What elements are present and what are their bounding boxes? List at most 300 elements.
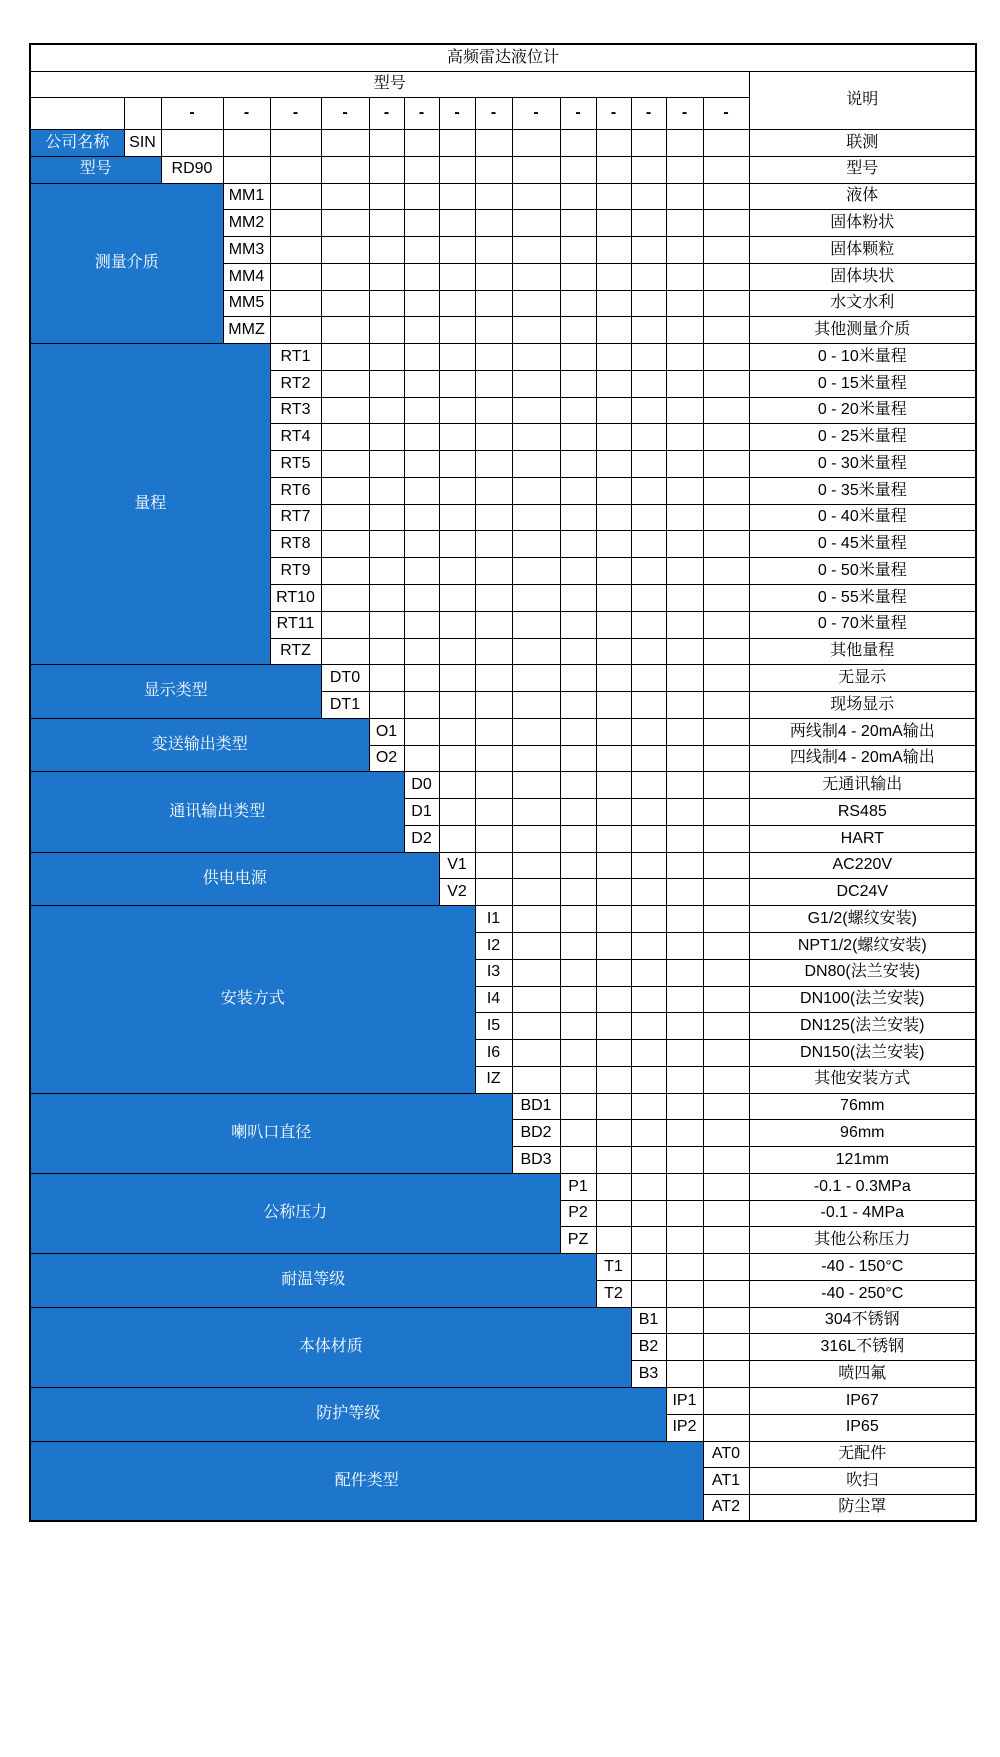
empty-cell: [703, 906, 749, 933]
empty-cell: [404, 397, 439, 424]
table-row: [30, 1093, 976, 1120]
description-cell: 其他公称压力: [749, 1227, 976, 1254]
empty-cell: [560, 611, 596, 638]
description-cell: 无通讯输出: [749, 772, 976, 799]
code-cell: I1: [475, 906, 512, 933]
empty-cell: [404, 370, 439, 397]
empty-cell: [512, 370, 560, 397]
description-cell: 121mm: [749, 1147, 976, 1174]
empty-cell: [596, 317, 631, 344]
empty-cell: [703, 263, 749, 290]
empty-cell: [512, 718, 560, 745]
code-cell: DT0: [321, 665, 369, 692]
empty-cell: [560, 558, 596, 585]
empty-cell: [631, 451, 666, 478]
empty-cell: [596, 611, 631, 638]
empty-cell: [512, 344, 560, 371]
code-cell: SIN: [124, 130, 161, 157]
empty-cell: [596, 1147, 631, 1174]
empty-cell: [666, 585, 703, 612]
empty-cell: [596, 692, 631, 719]
code-cell: RT3: [270, 397, 321, 424]
empty-cell: [404, 290, 439, 317]
empty-cell: [666, 1173, 703, 1200]
description-cell: 吹扫: [749, 1468, 976, 1495]
category-cell: 本体材质: [30, 1307, 631, 1387]
empty-cell: [124, 98, 161, 130]
empty-cell: [512, 585, 560, 612]
empty-cell: [270, 290, 321, 317]
empty-cell: [321, 585, 369, 612]
code-cell: T2: [596, 1280, 631, 1307]
empty-cell: [666, 932, 703, 959]
description-cell: 0 - 25米量程: [749, 424, 976, 451]
description-cell: 固体粉状: [749, 210, 976, 237]
empty-cell: [404, 130, 439, 157]
empty-cell: [512, 1040, 560, 1067]
code-cell: I4: [475, 986, 512, 1013]
code-cell: RT6: [270, 477, 321, 504]
empty-cell: [666, 879, 703, 906]
empty-cell: [631, 397, 666, 424]
code-cell: IZ: [475, 1066, 512, 1093]
empty-cell: [703, 585, 749, 612]
empty-cell: [512, 772, 560, 799]
empty-cell: [666, 344, 703, 371]
empty-cell: [475, 558, 512, 585]
category-cell: 变送输出类型: [30, 718, 369, 772]
empty-cell: [703, 1173, 749, 1200]
empty-cell: [439, 130, 475, 157]
empty-cell: [631, 585, 666, 612]
empty-cell: [512, 959, 560, 986]
code-cell: IP2: [666, 1414, 703, 1441]
category-cell: 显示类型: [30, 665, 321, 719]
empty-cell: [270, 130, 321, 157]
code-cell: RTZ: [270, 638, 321, 665]
empty-cell: [512, 477, 560, 504]
empty-cell: [321, 344, 369, 371]
description-cell: -0.1 - 0.3MPa: [749, 1173, 976, 1200]
empty-cell: [560, 772, 596, 799]
description-cell: 0 - 20米量程: [749, 397, 976, 424]
code-cell: AT2: [703, 1495, 749, 1522]
empty-cell: [631, 611, 666, 638]
empty-cell: [439, 745, 475, 772]
empty-cell: [512, 237, 560, 264]
code-cell: MM1: [223, 183, 270, 210]
empty-cell: [475, 397, 512, 424]
empty-cell: [631, 1200, 666, 1227]
empty-cell: [270, 183, 321, 210]
empty-cell: [369, 130, 404, 157]
empty-cell: [596, 451, 631, 478]
table-row: [30, 156, 976, 183]
category-cell: 测量介质: [30, 183, 223, 344]
empty-cell: [404, 156, 439, 183]
empty-cell: [560, 370, 596, 397]
empty-cell: [270, 156, 321, 183]
empty-cell: [475, 130, 512, 157]
empty-cell: [596, 1066, 631, 1093]
empty-cell: [703, 1227, 749, 1254]
empty-cell: [475, 424, 512, 451]
empty-cell: [596, 263, 631, 290]
empty-cell: [666, 799, 703, 826]
empty-cell: [631, 237, 666, 264]
empty-cell: [560, 692, 596, 719]
empty-cell: [475, 852, 512, 879]
empty-cell: [596, 1173, 631, 1200]
empty-cell: [475, 665, 512, 692]
empty-cell: [596, 745, 631, 772]
empty-cell: [703, 156, 749, 183]
empty-cell: [631, 183, 666, 210]
model-separator-cell: -: [512, 98, 560, 130]
empty-cell: [631, 638, 666, 665]
empty-cell: [631, 959, 666, 986]
code-cell: AT0: [703, 1441, 749, 1468]
empty-cell: [666, 451, 703, 478]
empty-cell: [666, 638, 703, 665]
description-cell: DN100(法兰安装): [749, 986, 976, 1013]
empty-cell: [666, 558, 703, 585]
code-cell: V1: [439, 852, 475, 879]
empty-cell: [369, 317, 404, 344]
empty-cell: [321, 451, 369, 478]
empty-cell: [369, 290, 404, 317]
description-cell: 现场显示: [749, 692, 976, 719]
empty-cell: [560, 638, 596, 665]
code-cell: MM3: [223, 237, 270, 264]
empty-cell: [631, 665, 666, 692]
empty-cell: [631, 370, 666, 397]
empty-cell: [631, 477, 666, 504]
empty-cell: [666, 1307, 703, 1334]
empty-cell: [631, 986, 666, 1013]
empty-cell: [596, 156, 631, 183]
empty-cell: [369, 183, 404, 210]
empty-cell: [560, 745, 596, 772]
empty-cell: [512, 210, 560, 237]
empty-cell: [439, 397, 475, 424]
empty-cell: [703, 1120, 749, 1147]
description-cell: NPT1/2(螺纹安装): [749, 932, 976, 959]
description-cell: 0 - 30米量程: [749, 451, 976, 478]
empty-cell: [369, 665, 404, 692]
empty-cell: [475, 692, 512, 719]
empty-cell: [703, 1040, 749, 1067]
empty-cell: [666, 1093, 703, 1120]
empty-cell: [631, 745, 666, 772]
empty-cell: [631, 825, 666, 852]
empty-cell: [404, 424, 439, 451]
empty-cell: [631, 1280, 666, 1307]
empty-cell: [512, 397, 560, 424]
empty-cell: [404, 344, 439, 371]
model-header: 型号: [30, 72, 749, 98]
empty-cell: [439, 263, 475, 290]
empty-cell: [596, 825, 631, 852]
empty-cell: [560, 1147, 596, 1174]
empty-cell: [703, 1280, 749, 1307]
category-cell: 公称压力: [30, 1173, 560, 1253]
description-cell: 0 - 55米量程: [749, 585, 976, 612]
empty-cell: [596, 558, 631, 585]
empty-cell: [404, 183, 439, 210]
empty-cell: [560, 718, 596, 745]
empty-cell: [631, 1093, 666, 1120]
empty-cell: [703, 1066, 749, 1093]
empty-cell: [703, 1013, 749, 1040]
table-row: [30, 1254, 976, 1281]
empty-cell: [439, 665, 475, 692]
empty-cell: [475, 718, 512, 745]
code-cell: O1: [369, 718, 404, 745]
empty-cell: [560, 959, 596, 986]
empty-cell: [703, 1254, 749, 1281]
description-cell: 0 - 70米量程: [749, 611, 976, 638]
empty-cell: [703, 1307, 749, 1334]
empty-cell: [631, 692, 666, 719]
code-cell: MMZ: [223, 317, 270, 344]
empty-cell: [475, 183, 512, 210]
description-cell: 水文水利: [749, 290, 976, 317]
title-row: [30, 44, 976, 72]
empty-cell: [475, 799, 512, 826]
empty-cell: [512, 451, 560, 478]
empty-cell: [703, 558, 749, 585]
empty-cell: [631, 156, 666, 183]
empty-cell: [596, 799, 631, 826]
empty-cell: [631, 130, 666, 157]
empty-cell: [703, 718, 749, 745]
empty-cell: [666, 906, 703, 933]
description-cell: DN80(法兰安装): [749, 959, 976, 986]
empty-cell: [596, 1200, 631, 1227]
empty-cell: [475, 825, 512, 852]
empty-cell: [439, 183, 475, 210]
empty-cell: [560, 932, 596, 959]
empty-cell: [560, 986, 596, 1013]
table-row: [30, 852, 976, 879]
empty-cell: [512, 183, 560, 210]
empty-cell: [560, 183, 596, 210]
empty-cell: [439, 237, 475, 264]
empty-cell: [666, 986, 703, 1013]
empty-cell: [666, 237, 703, 264]
empty-cell: [512, 611, 560, 638]
empty-cell: [512, 1013, 560, 1040]
empty-cell: [666, 1280, 703, 1307]
code-cell: I6: [475, 1040, 512, 1067]
empty-cell: [439, 718, 475, 745]
empty-cell: [703, 1387, 749, 1414]
code-cell: I2: [475, 932, 512, 959]
empty-cell: [666, 1361, 703, 1388]
description-cell: 固体块状: [749, 263, 976, 290]
empty-cell: [560, 799, 596, 826]
empty-cell: [703, 986, 749, 1013]
empty-cell: [369, 344, 404, 371]
empty-cell: [404, 745, 439, 772]
description-cell: 0 - 45米量程: [749, 531, 976, 558]
header-row: [30, 72, 976, 98]
empty-cell: [703, 1200, 749, 1227]
empty-cell: [404, 611, 439, 638]
description-cell: 0 - 50米量程: [749, 558, 976, 585]
code-cell: RT8: [270, 531, 321, 558]
category-cell: 供电电源: [30, 852, 439, 906]
empty-cell: [512, 638, 560, 665]
empty-cell: [512, 424, 560, 451]
table-row: [30, 1387, 976, 1414]
empty-cell: [596, 1120, 631, 1147]
empty-cell: [512, 986, 560, 1013]
empty-cell: [631, 879, 666, 906]
empty-cell: [631, 906, 666, 933]
category-cell: 耐温等级: [30, 1254, 596, 1308]
empty-cell: [512, 156, 560, 183]
empty-cell: [631, 558, 666, 585]
empty-cell: [666, 1254, 703, 1281]
empty-cell: [666, 852, 703, 879]
empty-cell: [369, 370, 404, 397]
empty-cell: [321, 290, 369, 317]
empty-cell: [404, 477, 439, 504]
empty-cell: [439, 344, 475, 371]
table-row: [30, 130, 976, 157]
empty-cell: [560, 344, 596, 371]
empty-cell: [596, 424, 631, 451]
code-cell: IP1: [666, 1387, 703, 1414]
empty-cell: [703, 317, 749, 344]
empty-cell: [703, 825, 749, 852]
empty-cell: [321, 130, 369, 157]
empty-cell: [703, 397, 749, 424]
empty-cell: [321, 183, 369, 210]
empty-cell: [666, 959, 703, 986]
description-cell: 固体颗粒: [749, 237, 976, 264]
empty-cell: [560, 477, 596, 504]
empty-cell: [512, 825, 560, 852]
empty-cell: [369, 156, 404, 183]
empty-cell: [369, 558, 404, 585]
empty-cell: [512, 130, 560, 157]
empty-cell: [321, 611, 369, 638]
empty-cell: [560, 531, 596, 558]
empty-cell: [404, 692, 439, 719]
empty-cell: [596, 665, 631, 692]
empty-cell: [631, 772, 666, 799]
empty-cell: [560, 1120, 596, 1147]
empty-cell: [596, 1227, 631, 1254]
table-row: [30, 665, 976, 692]
empty-cell: [703, 611, 749, 638]
empty-cell: [321, 263, 369, 290]
empty-cell: [596, 986, 631, 1013]
empty-cell: [596, 344, 631, 371]
empty-cell: [439, 638, 475, 665]
empty-cell: [475, 451, 512, 478]
empty-cell: [596, 397, 631, 424]
empty-cell: [560, 263, 596, 290]
empty-cell: [703, 799, 749, 826]
empty-cell: [369, 531, 404, 558]
category-cell: 公司名称: [30, 130, 124, 157]
empty-cell: [404, 638, 439, 665]
code-cell: D2: [404, 825, 439, 852]
empty-cell: [404, 317, 439, 344]
code-cell: BD1: [512, 1093, 560, 1120]
empty-cell: [369, 504, 404, 531]
empty-cell: [475, 344, 512, 371]
empty-cell: [666, 263, 703, 290]
empty-cell: [666, 772, 703, 799]
empty-cell: [666, 1200, 703, 1227]
empty-cell: [703, 344, 749, 371]
empty-cell: [560, 879, 596, 906]
category-cell: 防护等级: [30, 1387, 666, 1441]
description-cell: 0 - 15米量程: [749, 370, 976, 397]
empty-cell: [703, 1334, 749, 1361]
empty-cell: [512, 692, 560, 719]
description-cell: 喷四氟: [749, 1361, 976, 1388]
code-cell: V2: [439, 879, 475, 906]
empty-cell: [666, 424, 703, 451]
code-cell: D1: [404, 799, 439, 826]
category-cell: 喇叭口直径: [30, 1093, 512, 1173]
category-cell: 型号: [30, 156, 161, 183]
table-row: [30, 1307, 976, 1334]
code-cell: RT10: [270, 585, 321, 612]
empty-cell: [596, 477, 631, 504]
code-cell: BD3: [512, 1147, 560, 1174]
category-cell: 量程: [30, 344, 270, 665]
page: [0, 43, 1000, 1757]
code-cell: P2: [560, 1200, 596, 1227]
empty-cell: [270, 237, 321, 264]
empty-cell: [512, 290, 560, 317]
empty-cell: [703, 424, 749, 451]
empty-cell: [596, 290, 631, 317]
empty-cell: [703, 183, 749, 210]
empty-cell: [475, 317, 512, 344]
model-separator-cell: -: [369, 98, 404, 130]
empty-cell: [475, 585, 512, 612]
empty-cell: [703, 772, 749, 799]
empty-cell: [404, 263, 439, 290]
empty-cell: [666, 531, 703, 558]
empty-cell: [631, 263, 666, 290]
empty-cell: [369, 638, 404, 665]
empty-cell: [321, 237, 369, 264]
empty-cell: [596, 932, 631, 959]
empty-cell: [596, 1093, 631, 1120]
description-cell: 316L不锈钢: [749, 1334, 976, 1361]
empty-cell: [703, 504, 749, 531]
empty-cell: [596, 531, 631, 558]
empty-cell: [560, 397, 596, 424]
code-cell: MM4: [223, 263, 270, 290]
empty-cell: [631, 531, 666, 558]
code-cell: RD90: [161, 156, 223, 183]
page-title: 高频雷达液位计: [30, 44, 976, 72]
empty-cell: [666, 1013, 703, 1040]
empty-cell: [560, 1093, 596, 1120]
empty-cell: [596, 1040, 631, 1067]
description-cell: 四线制4 - 20mA输出: [749, 745, 976, 772]
